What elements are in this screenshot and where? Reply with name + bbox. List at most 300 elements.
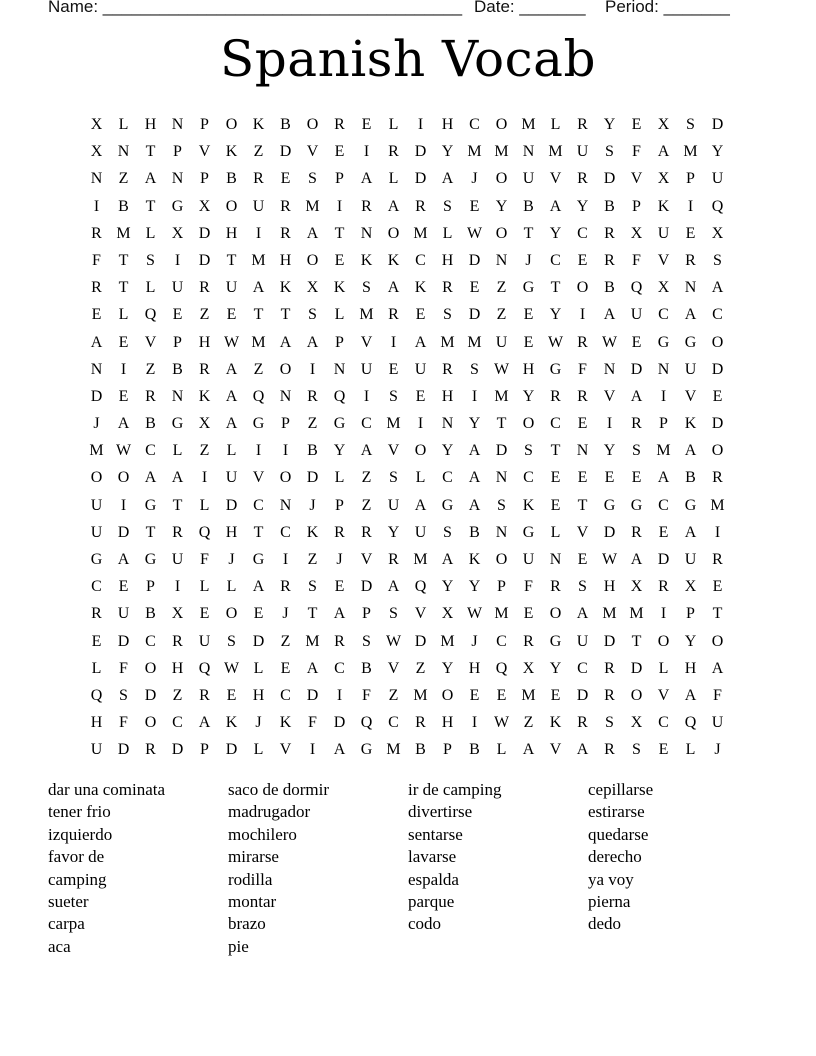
grid-letter: E	[550, 686, 561, 704]
grid-letter: E	[91, 632, 102, 650]
grid-letter: D	[252, 632, 265, 650]
grid-letter: H	[441, 116, 454, 133]
grid-letter: N	[279, 496, 292, 514]
grid-letter: Y	[441, 143, 454, 161]
grid-letter: E	[253, 605, 264, 623]
grid-letter: H	[468, 659, 481, 677]
word-bank-item: espalda	[408, 869, 459, 889]
grid-letter: C	[280, 523, 291, 541]
grid-letter: K	[522, 496, 535, 514]
word-bank-item: quedarse	[588, 824, 649, 844]
grid-letter: T	[631, 632, 642, 650]
grid-letter: H	[225, 523, 238, 541]
grid-letter: L	[496, 741, 507, 759]
grid-letter: E	[118, 333, 129, 351]
grid-letter: O	[225, 197, 238, 215]
grid-letter: V	[549, 741, 562, 759]
grid-letter: N	[657, 360, 670, 378]
word-bank-item: parque	[408, 891, 455, 911]
word-bank-item: rodilla	[228, 869, 273, 889]
grid-letter: O	[441, 686, 454, 704]
grid-letter: R	[145, 741, 156, 759]
grid-letter: X	[684, 578, 697, 596]
grid-letter: R	[280, 197, 291, 215]
grid-letter: O	[225, 116, 238, 133]
grid-letter: X	[657, 170, 670, 188]
grid-letter: W	[466, 605, 483, 623]
grid-letter: B	[118, 197, 129, 215]
grid-letter: J	[336, 551, 343, 568]
grid-letter: R	[550, 387, 561, 405]
grid-letter: L	[118, 116, 129, 133]
grid-letter: L	[91, 659, 102, 677]
grid-letter: R	[577, 116, 588, 133]
grid-letter: W	[115, 442, 132, 460]
grid-letter: D	[711, 116, 724, 133]
grid-letter: I	[390, 333, 397, 351]
grid-letter: L	[388, 170, 399, 188]
grid-letter: I	[255, 442, 262, 460]
grid-letter: S	[308, 578, 317, 596]
grid-letter: M	[386, 741, 401, 759]
grid-letter: N	[279, 387, 292, 405]
grid-letter: A	[171, 469, 184, 487]
grid-letter: E	[631, 469, 642, 487]
grid-letter: Z	[253, 360, 264, 378]
grid-letter: A	[630, 551, 643, 568]
grid-letter: R	[415, 197, 426, 215]
grid-letter: P	[335, 333, 344, 351]
grid-letter: H	[441, 387, 454, 405]
grid-letter: O	[495, 170, 508, 188]
grid-letter: U	[576, 143, 589, 161]
word-bank-item: sentarse	[408, 824, 463, 844]
grid-letter: T	[145, 523, 156, 541]
grid-letter: M	[440, 632, 455, 650]
grid-letter: B	[523, 197, 534, 215]
grid-letter: Y	[387, 523, 400, 541]
grid-letter: G	[144, 496, 157, 514]
grid-letter: I	[417, 116, 424, 133]
grid-letter: P	[200, 741, 209, 759]
grid-letter: P	[335, 170, 344, 188]
grid-letter: V	[414, 605, 427, 623]
grid-letter: Z	[415, 659, 426, 677]
grid-letter: X	[522, 659, 535, 677]
grid-letter: R	[388, 143, 399, 161]
grid-letter: A	[711, 279, 724, 297]
grid-letter: C	[496, 632, 507, 650]
grid-letter: Y	[684, 632, 697, 650]
grid-letter: T	[172, 496, 183, 514]
grid-letter: B	[307, 442, 318, 460]
grid-letter: I	[579, 306, 586, 324]
grid-letter: O	[279, 469, 292, 487]
grid-letter: S	[443, 306, 452, 324]
grid-letter: M	[386, 415, 401, 433]
grid-letter: Q	[414, 578, 427, 596]
word-bank-item: ya voy	[588, 869, 634, 889]
grid-letter: S	[389, 469, 398, 487]
grid-letter: V	[306, 143, 319, 161]
grid-letter: G	[684, 333, 697, 351]
grid-letter: C	[253, 496, 264, 514]
grid-letter: O	[306, 251, 319, 269]
grid-letter: Z	[361, 496, 372, 514]
grid-letter: A	[90, 333, 103, 351]
grid-letter: E	[334, 143, 345, 161]
grid-letter: U	[90, 741, 103, 759]
grid-letter: S	[632, 442, 641, 460]
word-bank-item: pie	[228, 936, 249, 956]
grid-letter: E	[415, 306, 426, 324]
word-bank-item: carpa	[48, 914, 85, 934]
grid-letter: X	[198, 197, 211, 215]
grid-letter: W	[223, 659, 240, 677]
grid-letter: R	[334, 523, 345, 541]
grid-letter: U	[495, 333, 508, 351]
grid-letter: S	[443, 197, 452, 215]
grid-letter: X	[171, 224, 184, 242]
grid-letter: J	[525, 251, 532, 269]
grid-letter: U	[387, 496, 400, 514]
grid-letter: G	[549, 632, 562, 650]
grid-letter: D	[495, 442, 508, 460]
grid-letter: M	[521, 686, 536, 704]
grid-letter: O	[495, 224, 508, 242]
grid-letter: R	[415, 714, 426, 732]
grid-letter: O	[576, 279, 589, 297]
grid-letter: K	[387, 251, 400, 269]
grid-letter: D	[279, 143, 292, 161]
grid-letter: A	[333, 605, 346, 623]
grid-letter: I	[660, 605, 667, 623]
grid-letter: K	[225, 143, 238, 161]
grid-letter: E	[118, 578, 129, 596]
grid-letter: W	[223, 333, 240, 351]
grid-letter: Y	[549, 659, 562, 677]
grid-letter: S	[362, 632, 371, 650]
grid-letter: R	[604, 251, 615, 269]
grid-letter: L	[334, 469, 345, 487]
grid-letter: K	[549, 714, 562, 732]
grid-letter: O	[306, 116, 319, 133]
grid-letter: O	[711, 632, 724, 650]
grid-letter: T	[145, 197, 156, 215]
grid-letter: F	[308, 714, 317, 732]
grid-letter: M	[413, 551, 428, 568]
grid-letter: R	[199, 279, 210, 297]
grid-letter: X	[90, 143, 103, 161]
grid-letter: V	[387, 442, 400, 460]
grid-letter: P	[686, 605, 695, 623]
grid-letter: A	[711, 659, 724, 677]
grid-letter: C	[388, 714, 399, 732]
grid-letter: D	[414, 143, 427, 161]
grid-letter: E	[685, 224, 696, 242]
grid-letter: R	[307, 387, 318, 405]
grid-letter: V	[657, 686, 670, 704]
grid-letter: C	[361, 415, 372, 433]
grid-letter: A	[279, 333, 292, 351]
grid-letter: R	[388, 306, 399, 324]
word-bank-item: madrugador	[228, 802, 311, 822]
grid-letter: N	[684, 279, 697, 297]
grid-letter: O	[711, 442, 724, 460]
grid-letter: Z	[199, 306, 210, 324]
grid-letter: C	[658, 496, 669, 514]
grid-letter: N	[90, 170, 103, 188]
grid-letter: O	[117, 469, 130, 487]
grid-letter: A	[441, 551, 454, 568]
grid-letter: L	[685, 741, 696, 759]
word-bank-item: favor de	[48, 847, 105, 867]
grid-letter: R	[280, 578, 291, 596]
grid-letter: E	[118, 387, 129, 405]
grid-letter: R	[145, 387, 156, 405]
grid-letter: Q	[711, 197, 724, 215]
grid-letter: E	[226, 686, 237, 704]
grid-letter: R	[280, 224, 291, 242]
grid-letter: C	[280, 686, 291, 704]
grid-letter: L	[550, 523, 561, 541]
grid-letter: P	[173, 333, 182, 351]
grid-letter: Y	[468, 578, 481, 596]
grid-letter: U	[171, 551, 184, 568]
grid-letter: D	[225, 741, 238, 759]
grid-letter: M	[494, 143, 509, 161]
grid-letter: E	[280, 170, 291, 188]
grid-letter: N	[117, 143, 130, 161]
grid-letter: B	[469, 523, 480, 541]
grid-letter: T	[145, 143, 156, 161]
grid-letter: A	[225, 415, 238, 433]
grid-letter: W	[385, 632, 402, 650]
grid-letter: X	[657, 279, 670, 297]
grid-letter: O	[495, 116, 508, 133]
grid-letter: S	[308, 306, 317, 324]
grid-letter: J	[714, 741, 721, 759]
grid-letter: P	[173, 143, 182, 161]
grid-letter: G	[252, 415, 265, 433]
grid-letter: K	[225, 714, 238, 732]
grid-letter: H	[225, 224, 238, 242]
grid-letter: O	[495, 551, 508, 568]
grid-letter: O	[387, 224, 400, 242]
grid-letter: V	[144, 333, 157, 351]
grid-letter: M	[710, 496, 725, 514]
grid-letter: A	[576, 741, 589, 759]
grid-letter: G	[657, 333, 670, 351]
grid-letter: V	[198, 143, 211, 161]
word-bank-item: divertirse	[408, 802, 473, 822]
grid-letter: T	[577, 496, 588, 514]
grid-letter: L	[415, 469, 426, 487]
word-bank-item: dar una cominata	[48, 780, 166, 799]
grid-letter: R	[631, 523, 642, 541]
grid-letter: F	[578, 360, 587, 378]
grid-letter: G	[90, 551, 103, 568]
word-bank-item: cepillarse	[588, 780, 654, 799]
grid-letter: N	[549, 551, 562, 568]
grid-letter: E	[577, 251, 588, 269]
grid-letter: F	[92, 251, 101, 269]
grid-letter: U	[225, 279, 238, 297]
grid-letter: A	[441, 170, 454, 188]
grid-letter: G	[684, 496, 697, 514]
grid-letter: L	[145, 279, 156, 297]
word-bank-item: camping	[48, 869, 107, 889]
grid-letter: C	[334, 659, 345, 677]
grid-letter: L	[226, 578, 237, 596]
grid-letter: H	[684, 659, 697, 677]
grid-letter: I	[174, 251, 181, 269]
grid-letter: G	[333, 415, 346, 433]
grid-letter: I	[255, 224, 262, 242]
grid-letter: S	[605, 143, 614, 161]
grid-letter: O	[144, 714, 157, 732]
word-bank-item: mochilero	[228, 824, 297, 844]
grid-letter: L	[388, 116, 399, 133]
grid-letter: S	[389, 605, 398, 623]
grid-letter: K	[252, 116, 265, 133]
grid-letter: N	[495, 251, 508, 269]
grid-letter: O	[711, 333, 724, 351]
grid-letter: K	[306, 523, 319, 541]
grid-letter: T	[550, 279, 561, 297]
grid-letter: W	[493, 714, 510, 732]
grid-letter: A	[225, 387, 238, 405]
grid-letter: E	[550, 469, 561, 487]
grid-letter: U	[657, 224, 670, 242]
grid-letter: R	[442, 279, 453, 297]
grid-letter: A	[144, 469, 157, 487]
grid-letter: M	[251, 333, 266, 351]
grid-letter: J	[282, 605, 289, 623]
grid-letter: A	[198, 714, 211, 732]
grid-letter: H	[522, 360, 535, 378]
grid-letter: B	[415, 741, 426, 759]
grid-letter: A	[468, 442, 481, 460]
grid-letter: T	[550, 442, 561, 460]
grid-letter: R	[577, 333, 588, 351]
grid-letter: M	[683, 143, 698, 161]
grid-letter: R	[442, 360, 453, 378]
grid-letter: I	[417, 415, 424, 433]
grid-letter: U	[198, 632, 211, 650]
grid-letter: R	[550, 578, 561, 596]
grid-letter: K	[657, 197, 670, 215]
grid-letter: P	[200, 170, 209, 188]
grid-letter: P	[443, 741, 452, 759]
grid-letter: T	[253, 523, 264, 541]
grid-letter: T	[118, 251, 129, 269]
grid-letter: C	[415, 251, 426, 269]
grid-letter: D	[144, 686, 157, 704]
grid-letter: I	[201, 469, 208, 487]
grid-letter: D	[414, 170, 427, 188]
grid-letter: X	[171, 605, 184, 623]
grid-letter: Q	[333, 387, 346, 405]
grid-letter: M	[413, 224, 428, 242]
word-bank-item: dedo	[588, 914, 622, 934]
grid-letter: K	[468, 551, 481, 568]
grid-letter: S	[443, 523, 452, 541]
grid-letter: D	[603, 170, 616, 188]
grid-letter: A	[630, 387, 643, 405]
grid-letter: T	[307, 605, 318, 623]
grid-letter: I	[120, 496, 127, 514]
grid-letter: B	[172, 360, 183, 378]
grid-letter: V	[684, 387, 697, 405]
grid-letter: A	[306, 224, 319, 242]
grid-letter: U	[576, 632, 589, 650]
grid-letter: U	[414, 360, 427, 378]
grid-letter: P	[335, 496, 344, 514]
grid-letter: E	[577, 415, 588, 433]
grid-letter: P	[146, 578, 155, 596]
grid-letter: G	[171, 415, 184, 433]
grid-letter: S	[308, 170, 317, 188]
grid-letter: Y	[441, 659, 454, 677]
grid-letter: I	[471, 714, 478, 732]
grid-letter: U	[225, 469, 238, 487]
grid-letter: H	[90, 714, 103, 732]
grid-letter: U	[711, 714, 724, 732]
grid-letter: R	[253, 170, 264, 188]
grid-letter: E	[577, 469, 588, 487]
grid-letter: R	[685, 251, 696, 269]
grid-letter: M	[305, 197, 320, 215]
grid-letter: A	[387, 279, 400, 297]
grid-letter: X	[630, 714, 643, 732]
grid-letter: M	[656, 442, 671, 460]
grid-letter: R	[712, 551, 723, 568]
grid-letter: Y	[333, 442, 346, 460]
grid-letter: L	[550, 116, 561, 133]
grid-letter: O	[144, 659, 157, 677]
grid-letter: B	[226, 170, 237, 188]
grid-letter: E	[523, 333, 534, 351]
grid-letter: W	[547, 333, 564, 351]
grid-letter: A	[306, 333, 319, 351]
grid-letter: D	[468, 251, 481, 269]
grid-letter: A	[522, 741, 535, 759]
grid-letter: H	[441, 251, 454, 269]
grid-letter: A	[684, 686, 697, 704]
grid-letter: R	[604, 741, 615, 759]
grid-letter: K	[279, 279, 292, 297]
grid-letter: G	[441, 496, 454, 514]
grid-letter: Y	[603, 116, 616, 133]
grid-letter: O	[90, 469, 103, 487]
grid-letter: N	[441, 415, 454, 433]
grid-letter: H	[171, 659, 184, 677]
grid-letter: N	[522, 143, 535, 161]
grid-letter: Z	[280, 632, 291, 650]
grid-letter: R	[604, 224, 615, 242]
grid-letter: S	[470, 360, 479, 378]
grid-letter: T	[334, 224, 345, 242]
grid-letter: A	[684, 523, 697, 541]
grid-letter: E	[631, 333, 642, 351]
grid-letter: R	[199, 686, 210, 704]
grid-letter: Y	[711, 143, 724, 161]
grid-letter: Z	[523, 714, 534, 732]
grid-letter: I	[120, 360, 127, 378]
grid-letter: G	[549, 360, 562, 378]
grid-letter: E	[334, 578, 345, 596]
